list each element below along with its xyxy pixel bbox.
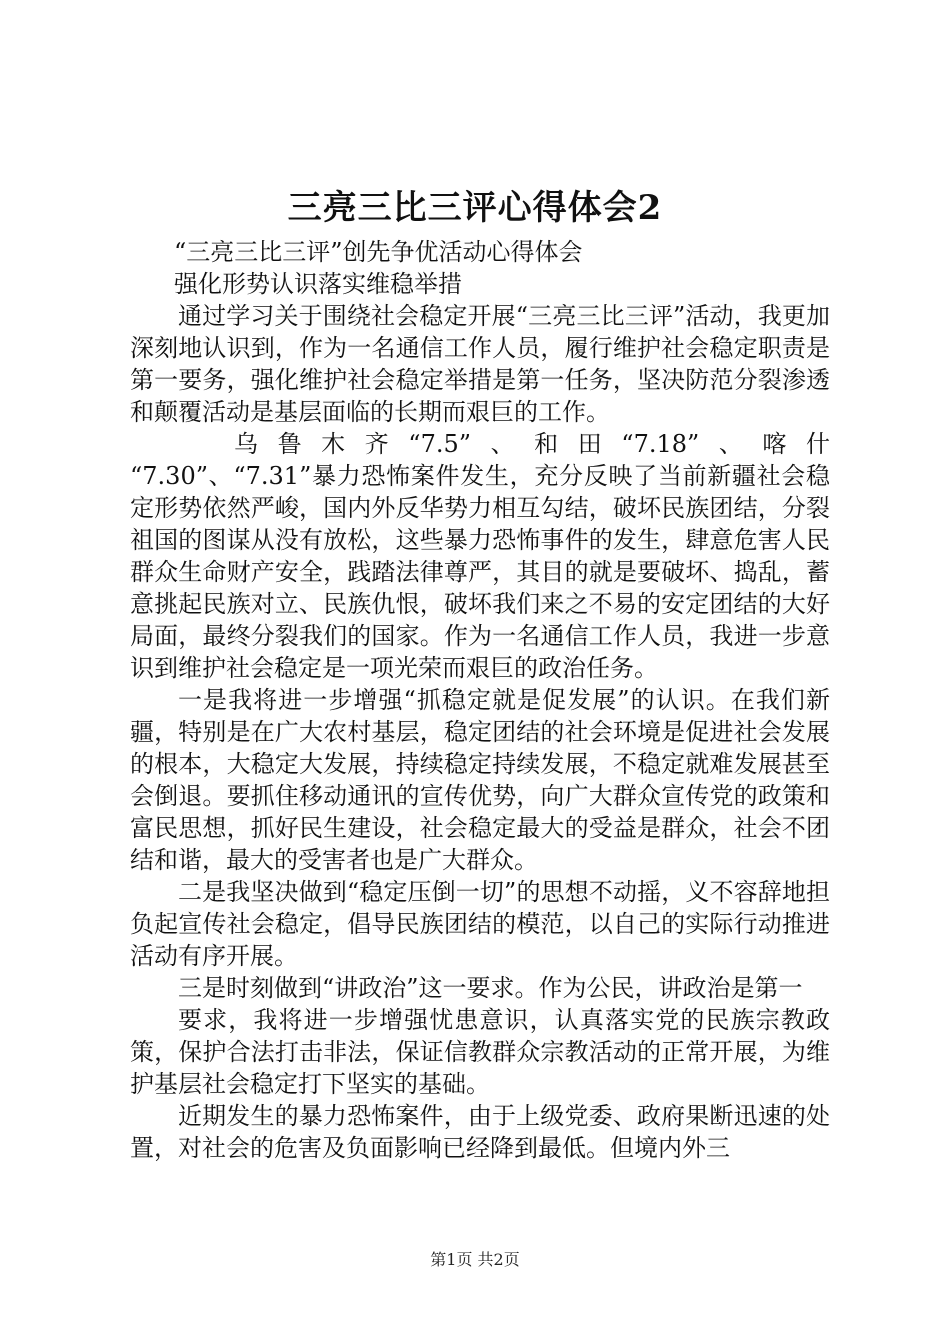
section-heading: 强化形势认识落实维稳举措 <box>174 270 462 298</box>
paragraph: 一是我将进一步增强“抓稳定就是促发展”的认识。在我们新疆，特别是在广大农村基层，稳定团结的社会环境是促进社会发展的根本，大稳定大发展，持续稳定持续发展，不稳定就难发展甚至会倒退。要抓住移动通讯的宣传优势，向广大群众宣传党的政策和富民思想，抓好民生建设，社会稳定最大的受益是群众，社会不团结和谐，最大的受害者也是广大群众。 <box>130 686 830 874</box>
paragraph: “7.30”、“7.31”暴力恐怖案件发生，充分反映了当前新疆社会稳定形势依然严峻，国内外反华势力相互勾结，破坏民族团结，分裂祖国的图谋从没有放松，这些暴力恐怖事件的发生，肆意危害人民群众生命财产安全，践踏法律尊严，其目的就是要破坏、捣乱，蓄意挑起民族对立、民族仇恨，破坏我们来之不易的安定团结的大好局面，最终分裂我们的国家。作为一名通信工作人员，我进一步意识到维护社会稳定是一项光荣而艰巨的政治任务。 <box>130 462 830 682</box>
document-title: 三亮三比三评心得体会2 <box>287 188 663 228</box>
paragraph: 近期发生的暴力恐怖案件，由于上级党委、政府果断迅速的处置，对社会的危害及负面影响已经降到最低。但境内外三 <box>130 1102 830 1162</box>
page-footer: 第1页 共2页 <box>430 1250 520 1269</box>
paragraph: 乌鲁木齐“7.5”、和田“7.18”、喀什 <box>234 430 830 458</box>
subtitle: “三亮三比三评”创先争优活动心得体会 <box>174 238 583 266</box>
paragraph: 二是我坚决做到“稳定压倒一切”的思想不动摇，义不容辞地担负起宣传社会稳定，倡导民族团结的模范，以自己的实际行动推进活动有序开展。 <box>130 878 830 970</box>
paragraph: 要求，我将进一步增强忧患意识，认真落实党的民族宗教政策，保护合法打击非法，保证信教群众宗教活动的正常开展，为维护基层社会稳定打下坚实的基础。 <box>130 1006 830 1098</box>
paragraph: 三是时刻做到“讲政治”这一要求。作为公民，讲政治是第一 <box>178 974 803 1002</box>
document-body <box>130 236 830 1164</box>
paragraph: 通过学习关于围绕社会稳定开展“三亮三比三评”活动，我更加深刻地认识到，作为一名通信工作人员，履行维护社会稳定职责是第一要务，强化维护社会稳定举措是第一任务，坚决防范分裂渗透和颠覆活动是基层面临的长期而艰巨的工作。 <box>130 302 830 426</box>
